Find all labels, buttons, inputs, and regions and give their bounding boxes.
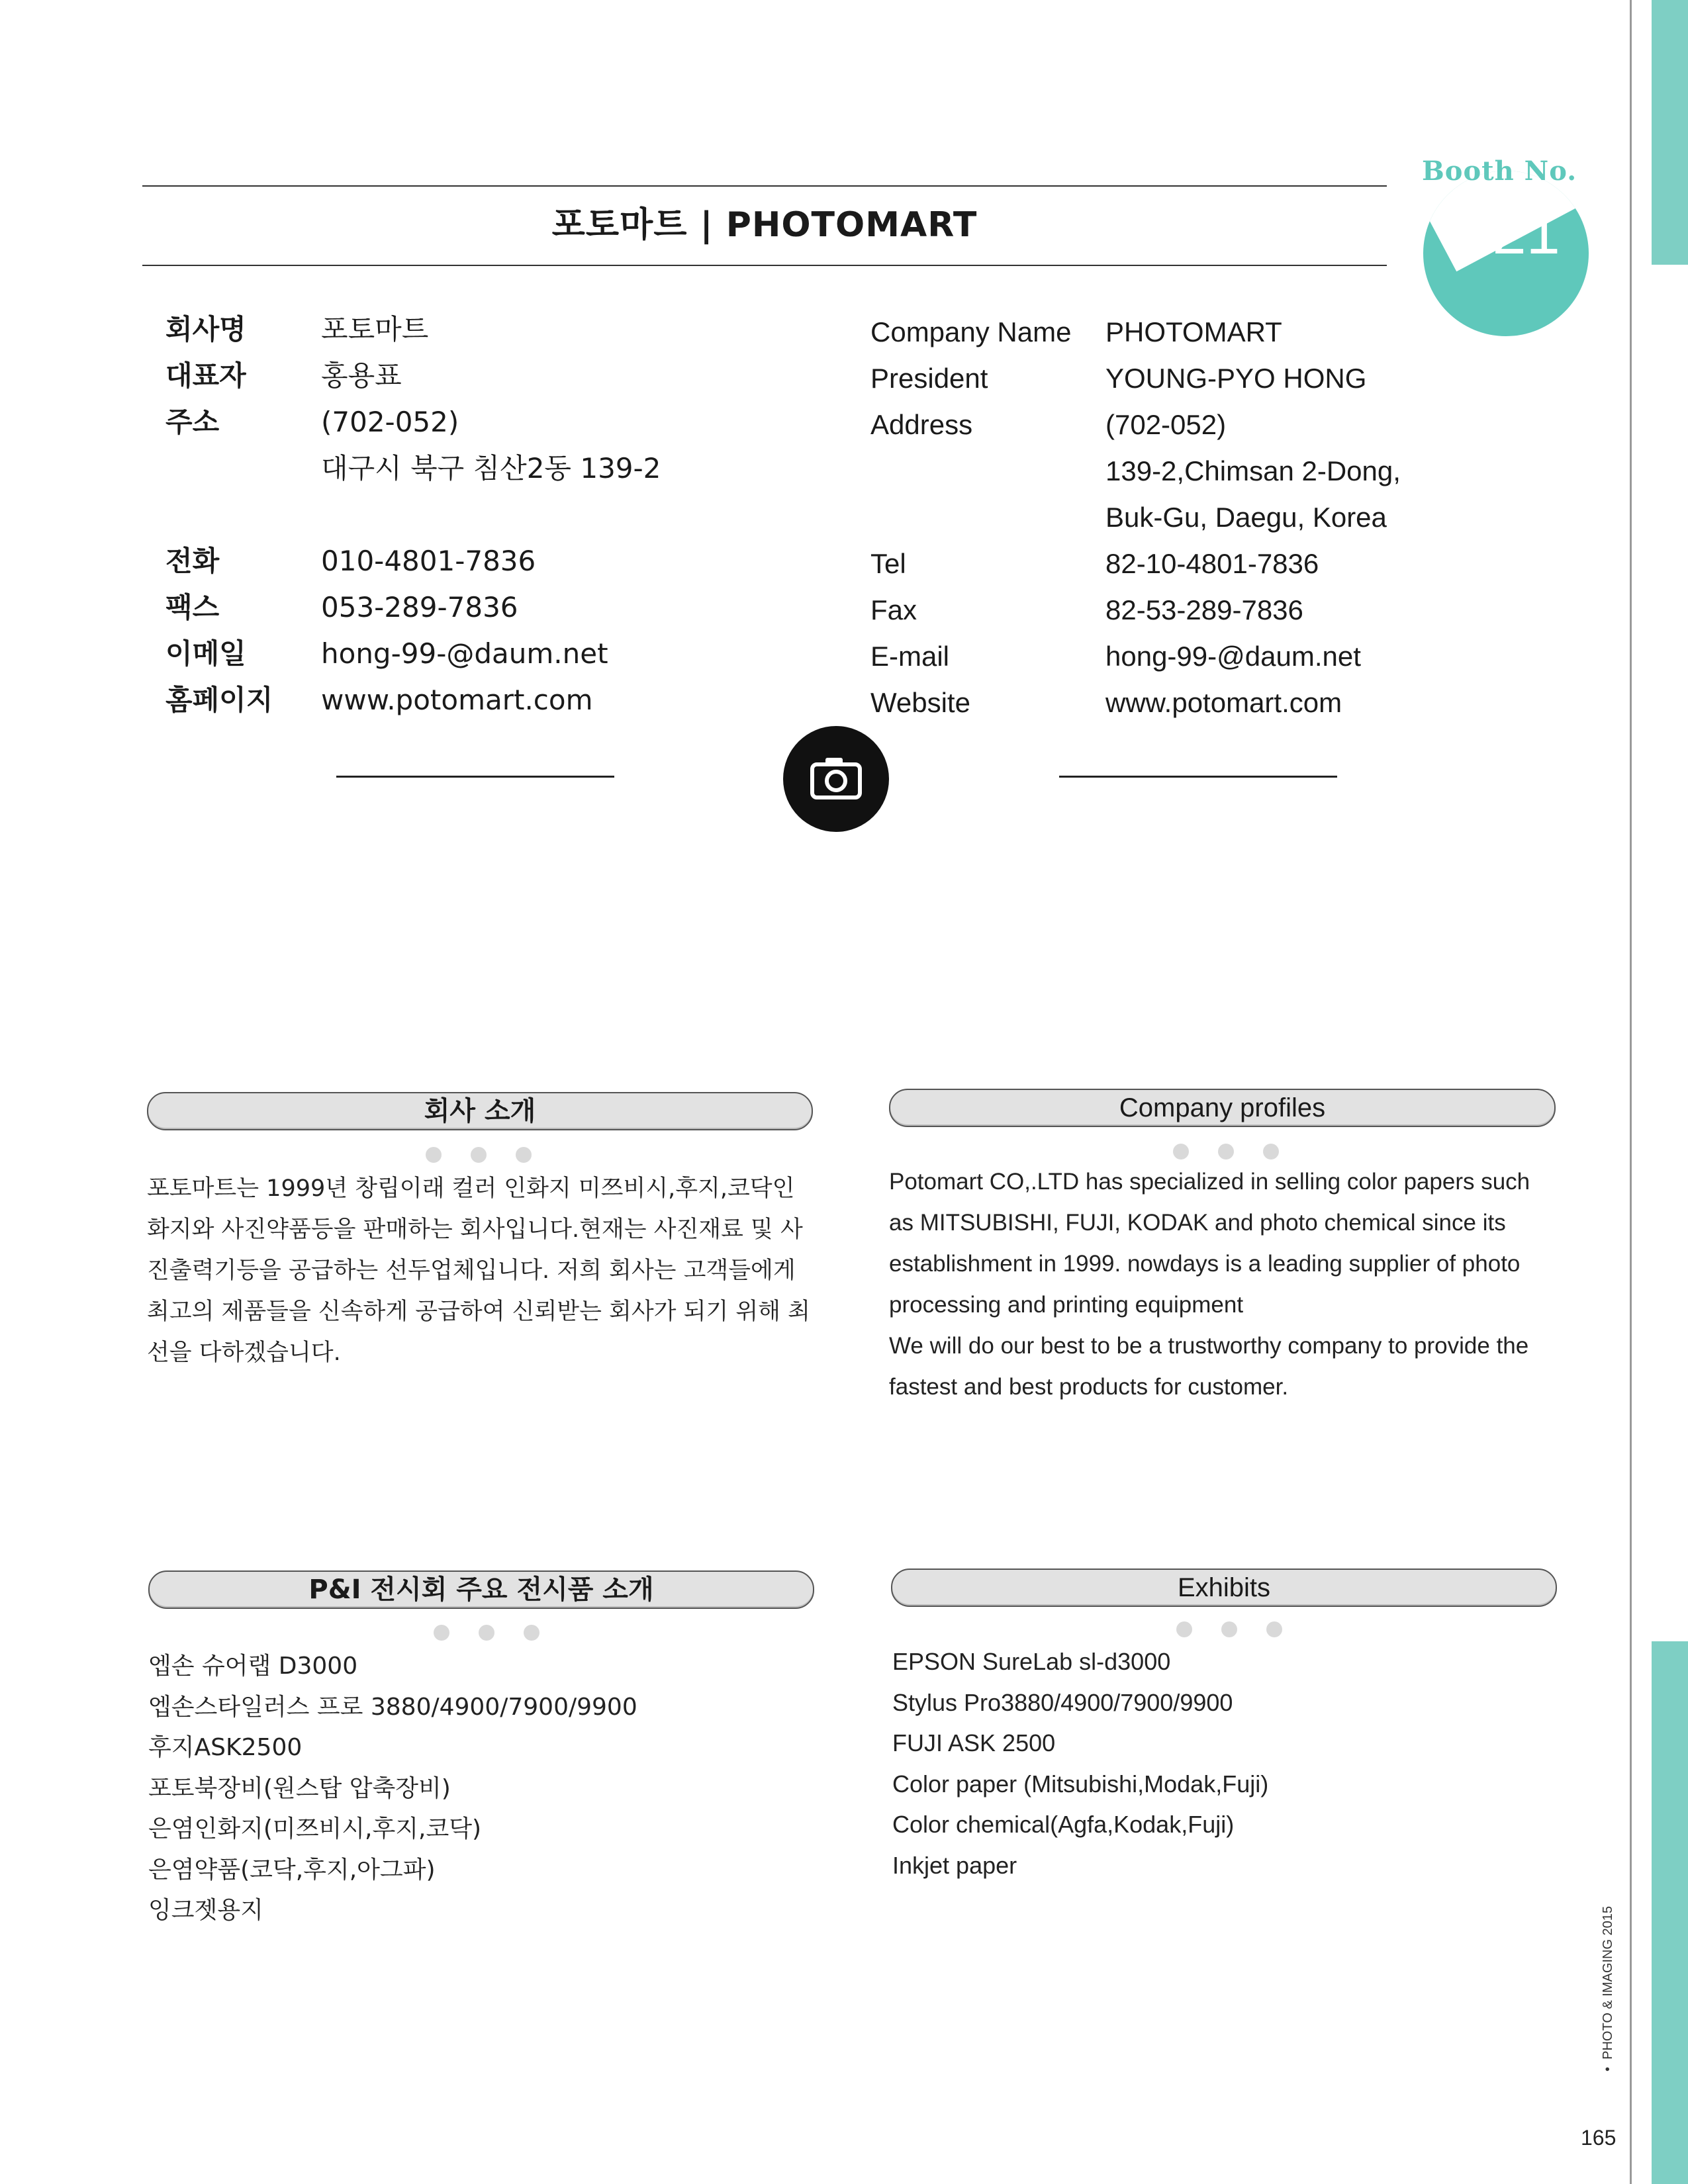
info-value: 010-4801-7836: [321, 545, 536, 577]
info-row: [165, 445, 661, 492]
info-label: Fax: [870, 594, 917, 625]
header-rule-bottom: [142, 265, 1387, 266]
info-value: 홍용표: [321, 359, 402, 392]
info-label: [165, 445, 321, 492]
info-value: PHOTOMART: [1105, 316, 1282, 347]
list-item: Color chemical(Agfa,Kodak,Fuji): [892, 1811, 1235, 1838]
info-row: [870, 541, 1401, 587]
info-value: (702-052): [321, 406, 459, 438]
section-header-exhibits-ko: P&I 전시회 주요 전시품 소개: [148, 1570, 814, 1609]
info-table-ko: [165, 306, 661, 723]
profiles-paragraph: Potomart CO,.LTD has specialized in selling color papers such as MITSUBISHI, FUJI, KODAK and photo chemical since its establishment in 1999. nowdays is a leading supplier of photo processing and printing equipment: [889, 1169, 1530, 1318]
section-header-intro-ko: 회사 소개: [147, 1092, 813, 1130]
info-row: [165, 306, 661, 353]
info-label: 팩스: [165, 591, 220, 623]
list-item: 잉크젯용지: [148, 1897, 263, 1924]
info-row: [870, 402, 1401, 448]
publication-text: PHOTO & IMAGING 2015: [1601, 1905, 1615, 2060]
list-item: 은염인화지(미쯔비시,후지,코닥): [148, 1815, 482, 1843]
info-value: www.potomart.com: [1105, 687, 1342, 718]
info-label: 전화: [165, 545, 220, 577]
info-row: [165, 538, 661, 584]
info-label: [870, 448, 1105, 494]
info-row: [870, 448, 1401, 494]
section-header-exhibits-en: Exhibits: [891, 1569, 1557, 1607]
edge-accent-bottom: [1652, 1641, 1688, 2184]
info-value: hong-99-@daum.net: [1105, 641, 1361, 672]
info-value: hong-99-@daum.net: [321, 637, 608, 670]
info-row: [165, 677, 661, 723]
list-item: FUJI ASK 2500: [892, 1729, 1056, 1756]
camera-icon: [783, 726, 889, 832]
info-value: 82-53-289-7836: [1105, 594, 1303, 625]
divider-line-left: [336, 776, 614, 778]
section-header-profiles-en: Company profiles: [889, 1089, 1556, 1127]
info-value: (702-052): [1105, 409, 1227, 440]
info-row: [165, 399, 661, 445]
divider-line-right: [1059, 776, 1337, 778]
info-label: [165, 492, 321, 538]
info-value: YOUNG-PYO HONG: [1105, 363, 1367, 394]
list-item: 후지ASK2500: [148, 1734, 303, 1761]
info-value: 139-2,Chimsan 2-Dong,: [1105, 455, 1401, 486]
info-row: [165, 631, 661, 677]
section-dots: [1176, 1621, 1282, 1637]
info-label: 회사명: [165, 313, 246, 345]
intro-text-ko: 포토마트는 1999년 창립이래 컬러 인화지 미쯔비시,후지,코닥인화지와 사진약품등을 판매하는 회사입니다.현재는 사진재료 및 사진출력기등을 공급하는 선두업체입니다. 저희 회사는 고객들에게 최고의 제품들을 신속하게 공급하여 신뢰받는 회사가 되기 위해 최선을 다하겠습니다.: [147, 1175, 810, 1366]
exhibits-list-en: [892, 1641, 1268, 1886]
list-item: 엡손 슈어랩 D3000: [148, 1653, 358, 1680]
list-item: Stylus Pro3880/4900/7900/9900: [892, 1688, 1233, 1716]
page-edge-line: [1630, 0, 1632, 2184]
info-value: www.potomart.com: [321, 684, 593, 716]
list-item: 포토북장비(원스탑 압축장비): [148, 1774, 451, 1802]
list-item: 엡손스타일러스 프로 3880/4900/7900/9900: [148, 1693, 637, 1721]
info-label: Tel: [870, 548, 906, 579]
info-label: President: [870, 363, 988, 394]
info-value: 82-10-4801-7836: [1105, 548, 1319, 579]
info-row: [870, 494, 1401, 541]
info-row: [870, 355, 1401, 402]
page-number: 165: [1581, 2126, 1617, 2150]
info-row: [870, 633, 1401, 680]
info-row: [870, 309, 1401, 355]
page-title: 포토마트 | PHOTOMART: [551, 205, 978, 245]
info-label: Address: [870, 409, 973, 440]
info-label: 홈페이지: [165, 684, 273, 716]
info-label: Company Name: [870, 316, 1072, 347]
info-label: [870, 494, 1105, 541]
exhibits-list-ko: [148, 1646, 637, 1931]
section-dots: [1173, 1144, 1279, 1160]
header-rule-top: [142, 185, 1387, 187]
booth-label: Booth No.: [1422, 156, 1577, 187]
list-item: Inkjet paper: [892, 1851, 1017, 1879]
edge-accent-top: [1652, 0, 1688, 265]
info-value: 포토마트: [321, 313, 429, 345]
booth-number: B21: [1452, 199, 1560, 267]
info-label: 주소: [165, 406, 220, 438]
info-label: 대표자: [165, 359, 246, 392]
info-label: 이메일: [165, 637, 246, 670]
profiles-paragraph: We will do our best to be a trustworthy company to provide the fastest and best products for customer.: [889, 1333, 1529, 1400]
section-dots: [434, 1625, 539, 1641]
list-item: Color paper (Mitsubishi,Modak,Fuji): [892, 1770, 1269, 1797]
info-row: [870, 680, 1401, 726]
info-label: E-mail: [870, 641, 950, 672]
info-label: Website: [870, 687, 970, 718]
info-row: [165, 492, 661, 538]
section-dots: [426, 1147, 532, 1163]
info-row: [165, 584, 661, 631]
list-item: EPSON SureLab sl-d3000: [892, 1648, 1171, 1675]
profiles-text-en: [889, 1161, 1558, 1408]
info-value: 053-289-7836: [321, 591, 518, 623]
publication-label: • PHOTO & IMAGING 2015: [1601, 1905, 1615, 2071]
info-value: 대구시 북구 침산2동 139-2: [321, 452, 661, 484]
info-value: Buk-Gu, Daegu, Korea: [1105, 502, 1387, 533]
info-row: [165, 353, 661, 399]
info-row: [870, 587, 1401, 633]
list-item: 은염약품(코닥,후지,아그파): [148, 1856, 436, 1884]
info-table-en: [870, 309, 1401, 726]
